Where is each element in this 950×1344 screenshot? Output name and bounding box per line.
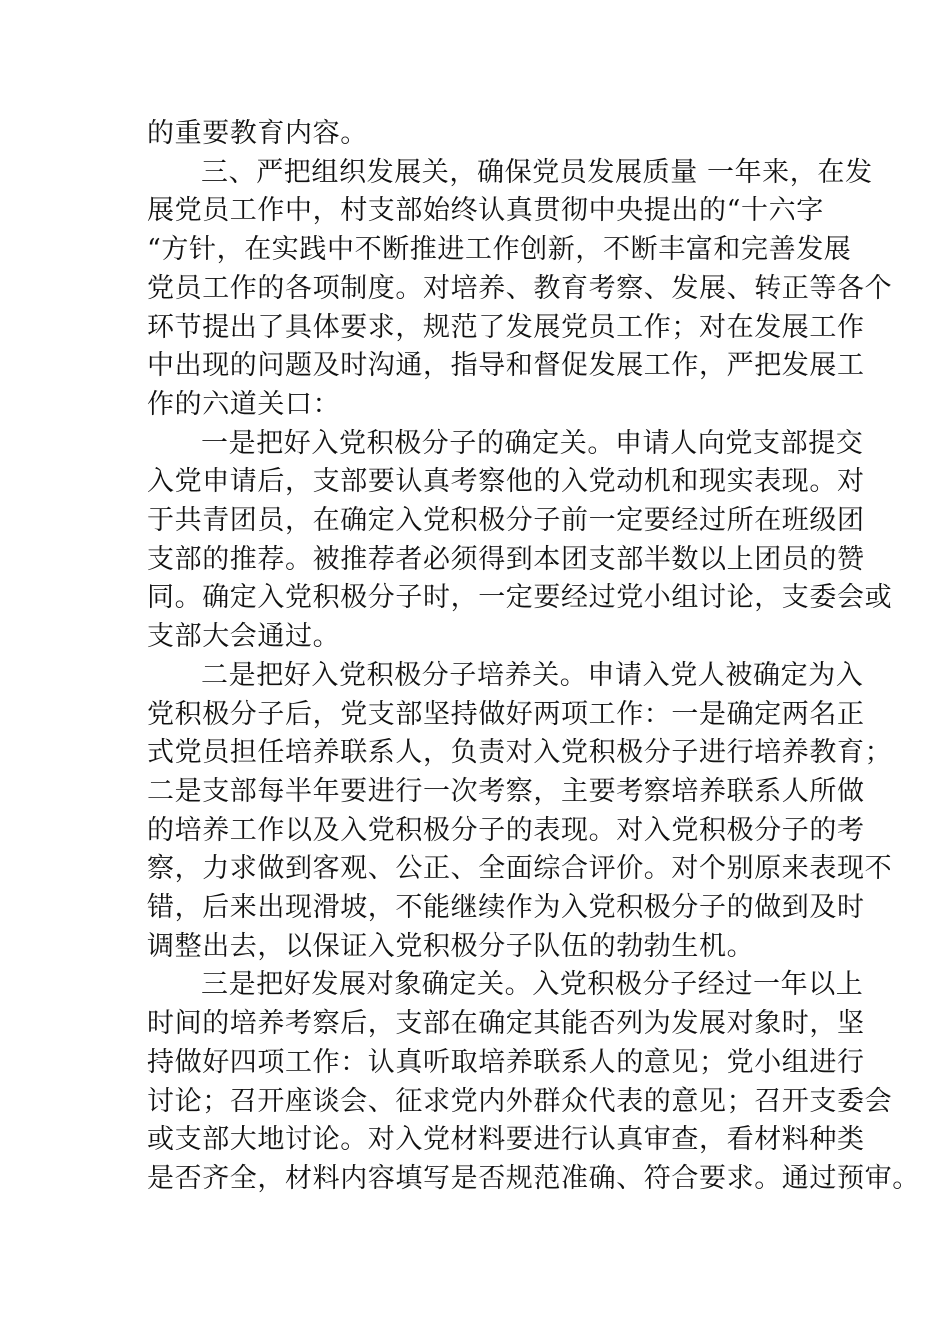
text-line: 或支部大地讨论。对入党材料要进行认真审查，看材料种类 <box>147 1124 865 1156</box>
text-line: 持做好四项工作：认真听取培养联系人的意见；党小组进行 <box>147 1046 865 1078</box>
text-line: 二是支部每半年要进行一次考察，主要考察培养联系人所做 <box>147 775 865 807</box>
text-line: 环节提出了具体要求，规范了发展党员工作；对在发展工作 <box>147 311 865 343</box>
text-line: 一是把好入党积极分子的确定关。申请人向党支部提交 <box>201 427 864 459</box>
text-line: 中出现的问题及时沟通，指导和督促发展工作，严把发展工 <box>147 350 865 382</box>
text-line: 于共青团员，在确定入党积极分子前一定要经过所在班级团 <box>147 505 865 537</box>
text-line: 式党员担任培养联系人，负责对入党积极分子进行培养教育； <box>147 737 893 769</box>
text-line: “方针，在实践中不断推进工作创新，不断丰富和完善发展 <box>147 234 852 266</box>
text-line: 讨论；召开座谈会、征求党内外群众代表的意见；召开支委会 <box>147 1085 893 1117</box>
text-line: 三、严把组织发展关，确保党员发展质量 一年来，在发 <box>201 156 873 188</box>
text-line: 调整出去，以保证入党积极分子队伍的勃勃生机。 <box>147 930 755 962</box>
document-body-text <box>147 115 920 1199</box>
text-line: 作的六道关口： <box>147 388 341 420</box>
text-line: 的培养工作以及入党积极分子的表现。对入党积极分子的考 <box>147 814 865 846</box>
text-line: 二是把好入党积极分子培养关。申请入党人被确定为入 <box>201 659 864 691</box>
text-line: 党积极分子后，党支部坚持做好两项工作：一是确定两名正 <box>147 698 865 730</box>
text-line: 三是把好发展对象确定关。入党积极分子经过一年以上 <box>201 969 864 1001</box>
text-line: 支部的推荐。被推荐者必须得到本团支部半数以上团员的赞 <box>147 543 865 575</box>
text-line: 错，后来出现滑坡，不能继续作为入党积极分子的做到及时 <box>147 892 865 924</box>
text-line: 展党员工作中，村支部始终认真贯彻中央提出的“十六字 <box>147 195 824 227</box>
text-line: 的重要教育内容。 <box>147 118 368 149</box>
text-line: 支部大会通过。 <box>147 621 341 653</box>
text-line: 同。确定入党积极分子时，一定要经过党小组讨论，支委会或 <box>147 582 893 614</box>
text-line: 是否齐全，材料内容填写是否规范准确、符合要求。通过预审。 <box>147 1162 920 1194</box>
text-line: 党员工作的各项制度。对培养、教育考察、发展、转正等各个 <box>147 272 893 304</box>
text-line: 入党申请后，支部要认真考察他的入党动机和现实表现。对 <box>147 466 865 498</box>
text-line: 察，力求做到客观、公正、全面综合评价。对个别原来表现不 <box>147 853 893 885</box>
text-line: 时间的培养考察后，支部在确定其能否列为发展对象时，坚 <box>147 1008 865 1040</box>
